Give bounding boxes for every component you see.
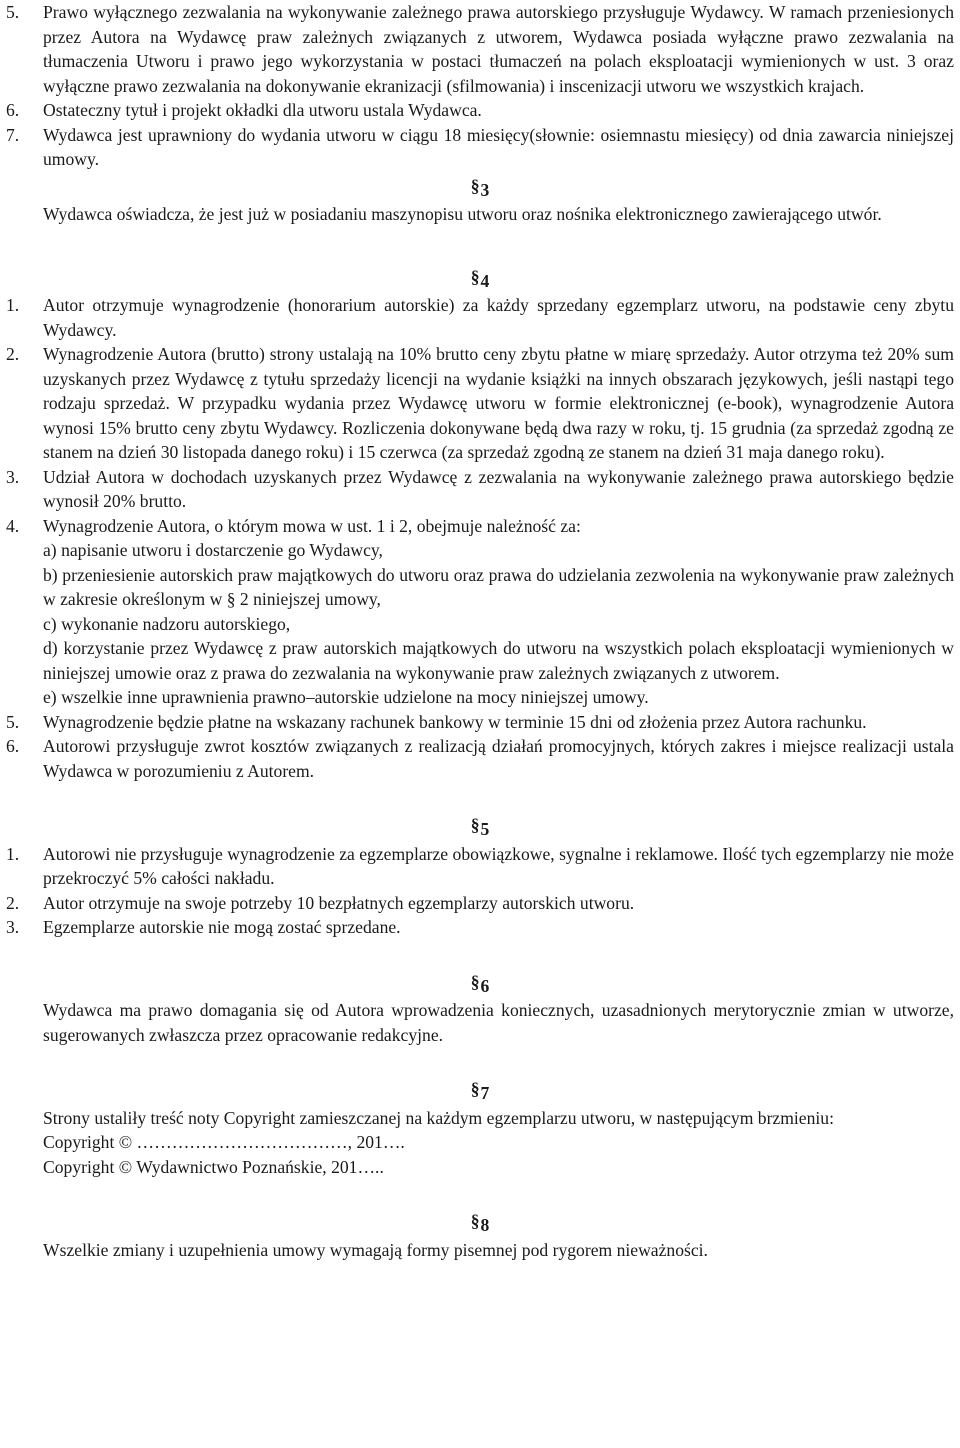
item-number: 1. [6, 295, 20, 315]
paragraph-sign: § [470, 266, 480, 287]
item-text: Autor otrzymuje wynagrodzenie (honorarium autorskie) za każdy sprzedany egzemplarz utworu, na podstawie ceny zbytu Wydawcy. [43, 295, 954, 340]
sub-item: a) napisanie utworu i dostarczenie go Wydawcy, [43, 540, 383, 560]
section-8-text: Wszelkie zmiany i uzupełnienia umowy wymagają formy pisemnej pod rygorem nieważności. [43, 1239, 708, 1260]
paragraph-sign: § [470, 1211, 480, 1231]
section-number: 8 [480, 1215, 490, 1235]
section-7-text: Strony ustaliły treść noty Copyright zamieszczanej na każdym egzemplarzu utworu, w następującym brzmieniu: [43, 1107, 834, 1128]
item-number: 6. [6, 100, 20, 120]
sub-item: e) wszelkie inne uprawnienia prawno–autorskie udzielone na mocy niniejszej umowy. [43, 687, 649, 707]
paragraph-sign: § [470, 1079, 480, 1099]
section-heading-7 [6, 1077, 954, 1106]
list-item [6, 915, 954, 940]
sub-item: d) korzystanie przez Wydawcę z praw autorskich majątkowych do utworu na wszystkich polach eksploatacji wymienionych w niniejszej umowie oraz z prawa do zezwalania na wykonywanie praw zależnych związanych z utworem. [43, 638, 954, 683]
list-item [6, 465, 954, 514]
item-text: Ostateczny tytuł i projekt okładki dla utworu ustala Wydawca. [43, 100, 482, 120]
list-item [6, 342, 954, 465]
section-6-text: Wydawca ma prawo domagania się od Autora wprowadzenia koniecznych, uzasadnionych merytorycznie zmian w utworze, sugerowanych zwłaszcza przez opracowanie redakcyjne. [43, 1000, 954, 1045]
item-number: 4. [6, 515, 20, 536]
paragraph-sign: § [470, 815, 480, 835]
item-number: 7. [6, 124, 20, 145]
list-item [6, 891, 954, 916]
item-text: Prawo wyłącznego zezwalania na wykonywanie zależnego prawa autorskiego przysługuje Wydawcy. W ramach przeniesionych przez Autora na Wydawcę praw zależnych związanych z utworem, Wydawca posiada wyłączne prawo zezwalania na tłumaczenia Utworu i prawo jego wykorzystania w postaci tłumaczeń na polach eksploatacji wymienionych w ust. 3 oraz wyłączne prawo zezwalania na dokonywanie ekranizacji (sfilmowania) i inscenizacji utworu we wszystkich krajach. [43, 2, 954, 96]
list-item [6, 842, 954, 891]
list-item [6, 123, 954, 172]
list-item [6, 710, 954, 735]
item-number: 2. [6, 892, 20, 913]
copyright-line-publisher: Copyright © Wydawnictwo Poznańskie, 201….. [43, 1156, 384, 1177]
item-text: Wynagrodzenie Autora (brutto) strony ustalają na 10% brutto ceny zbytu płatne w miarę sprzedaży. Autor otrzyma też 20% sum uzyskanych przez Wydawcę z tytułu sprzedaży licencji na wydanie książki na innych obszarach językowych, jeśli nastąpi tego rodzaju sprzedaż. W przypadku wydania przez Wydawcę utworu w formie elektronicznej (e-book), wynagrodzenie Autora wynosi 15% brutto ceny zbytu Wydawcy. Rozliczenia dokonywane będą dwa razy w roku, tj. 15 grudnia (za sprzedaż zgodną ze stanem na dzień 30 listopada danego roku) i 15 czerwca (za sprzedaż zgodną ze stanem na dzień 31 maja danego roku). [43, 344, 954, 462]
item-number: 5. [6, 2, 20, 22]
item-text: Autorowi przysługuje zwrot kosztów związanych z realizacją działań promocyjnych, których zakres i miejsce realizacji ustala Wydawca w porozumieniu z Autorem. [43, 736, 954, 781]
list-item [6, 514, 954, 539]
list-item [6, 98, 954, 123]
section-number: 5 [480, 819, 490, 839]
list-item [6, 734, 954, 783]
item-number: 3. [6, 917, 20, 937]
item-text: Egzemplarze autorskie nie mogą zostać sprzedane. [43, 917, 401, 937]
item-number: 6. [6, 736, 20, 756]
section-heading-5 [6, 813, 954, 842]
section-heading-4 [6, 265, 954, 294]
section-number: 3 [480, 179, 490, 200]
section-heading-3 [6, 174, 954, 203]
item-text: Wynagrodzenie Autora, o którym mowa w ust. 1 i 2, obejmuje należność za: [43, 515, 581, 536]
paragraph-sign: § [470, 175, 480, 196]
item-number: 2. [6, 344, 20, 364]
sub-item: b) przeniesienie autorskich praw majątkowych do utworu oraz prawa do udzielania zezwolenia na wykonywanie praw zależnych w zakresie określonym w § 2 niniejszej umowy, [43, 564, 954, 609]
section-heading-6 [6, 970, 954, 999]
sub-item: c) wykonanie nadzoru autorskiego, [43, 613, 291, 634]
section-number: 6 [480, 975, 490, 996]
section-number: 7 [480, 1083, 490, 1103]
item-number: 5. [6, 711, 20, 732]
item-text: Autorowi nie przysługuje wynagrodzenie za egzemplarze obowiązkowe, sygnalne i reklamowe. Ilość tych egzemplarzy nie może przekroczyć 5% całości nakładu. [43, 843, 954, 888]
section-heading-8 [6, 1209, 954, 1238]
item-number: 1. [6, 843, 20, 864]
list-item [6, 293, 954, 342]
item-text: Wydawca jest uprawniony do wydania utworu w ciągu 18 miesięcy(słownie: osiemnastu miesięcy) od dnia zawarcia niniejszej umowy. [43, 124, 954, 169]
list-item [6, 0, 954, 98]
item-text: Autor otrzymuje na swoje potrzeby 10 bezpłatnych egzemplarzy autorskich utworu. [43, 892, 635, 913]
section-3-text: Wydawca oświadcza, że jest już w posiadaniu maszynopisu utworu oraz nośnika elektronicznego zawierającego utwór. [43, 204, 882, 224]
paragraph-sign: § [470, 971, 480, 992]
copyright-line-blank: Copyright © ………………………………, 201…. [43, 1132, 405, 1152]
section-number: 4 [480, 270, 490, 291]
item-text: Udział Autora w dochodach uzyskanych przez Wydawcę z zezwalania na wykonywanie zależnego prawa autorskiego będzie wynosił 20% brutto. [43, 466, 954, 511]
item-text: Wynagrodzenie będzie płatne na wskazany rachunek bankowy w terminie 15 dni od złożenia przez Autora rachunku. [43, 711, 867, 732]
item-number: 3. [6, 466, 20, 487]
